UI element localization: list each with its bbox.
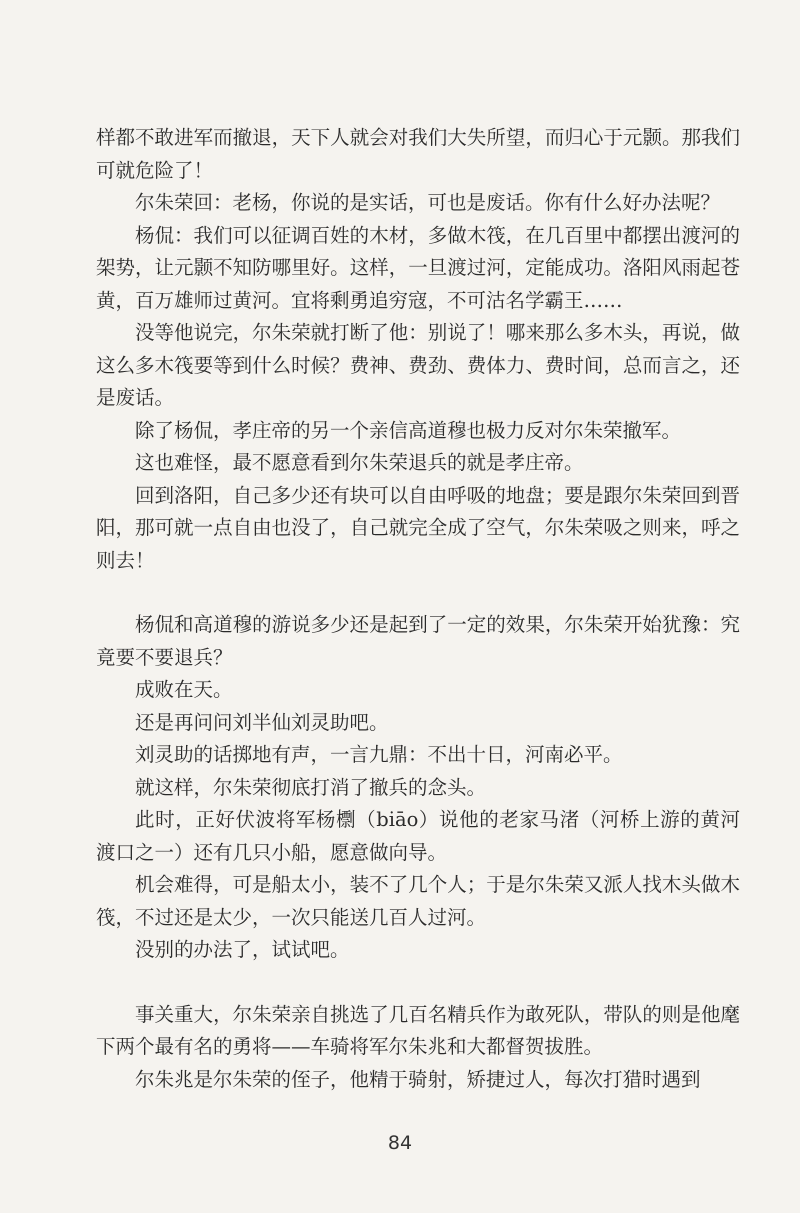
paragraph-16: 事关重大，尔朱荣亲自挑选了几百名精兵作为敢死队，带队的则是他麾下两个最有名的勇将——车骑将军尔朱兆和大都督贺拔胜。 [96, 1002, 740, 1058]
paragraph-3: 杨侃：我们可以征调百姓的木材，多做木筏，在几百里中都摆出渡河的架势，让元颢不知防哪里好。这样，一旦渡过河，定能成功。洛阳风雨起苍黄，百万雄师过黄河。宜将剩勇追穷寇，不可沽名学霸王…… [96, 223, 740, 312]
paragraph-15: 没别的办法了，试试吧。 [135, 938, 350, 961]
paragraph-4: 没等他说完，尔朱荣就打断了他：别说了！哪来那么多木头，再说，做这么多木筏要等到什么时候？费神、费劲、费体力、费时间，总而言之，还是废话。 [96, 321, 740, 409]
paragraph-5: 除了杨侃，孝庄帝的另一个亲信高道穆也极力反对尔朱荣撤军。 [135, 418, 682, 442]
paragraph-14: 机会难得，可是船太小，装不了几个人；于是尔朱荣又派人找木头做木筏，不过还是太少，一次只能送几百人过河。 [96, 873, 740, 929]
section-break [96, 577, 740, 609]
paragraph-12: 就这样，尔朱荣彻底打消了撤兵的念头。 [135, 775, 487, 799]
paragraph-7: 回到洛阳，自己多少还有块可以自由呼吸的地盘；要是跟尔朱荣回到晋阳，那可就一点自由也没了，自己就完全成了空气，尔朱荣吸之则来，呼之则去！ [96, 483, 740, 572]
paragraph-6: 这也难怪，最不愿意看到尔朱荣退兵的就是孝庄帝。 [135, 451, 584, 474]
body-text [96, 122, 740, 1096]
paragraph-11: 刘灵助的话掷地有声，一言九鼎：不出十日，河南必平。 [135, 743, 623, 766]
paragraph-1: 样都不敢进军而撤退，天下人就会对我们大失所望，而归心于元颢。那我们可就危险了！ [96, 126, 740, 182]
paragraph-10: 还是再问问刘半仙刘灵助吧。 [135, 710, 389, 734]
page-number: 84 [387, 1132, 413, 1154]
section-break [96, 967, 740, 999]
paragraph-8: 杨侃和高道穆的游说多少还是起到了一定的效果，尔朱荣开始犹豫：究竟要不要退兵？ [96, 613, 740, 669]
paragraph-2: 尔朱荣回：老杨，你说的是实话，可也是废话。你有什么好办法呢？ [135, 191, 721, 214]
paragraph-9: 成败在天。 [135, 678, 233, 701]
paragraph-13: 此时，正好伏波将军杨檦（biāo）说他的老家马渚（河桥上游的黄河渡口之一）还有几只小船，愿意做向导。 [96, 808, 740, 864]
paragraph-17: 尔朱兆是尔朱荣的侄子，他精于骑射，矫捷过人，每次打猎时遇到 [135, 1067, 701, 1091]
